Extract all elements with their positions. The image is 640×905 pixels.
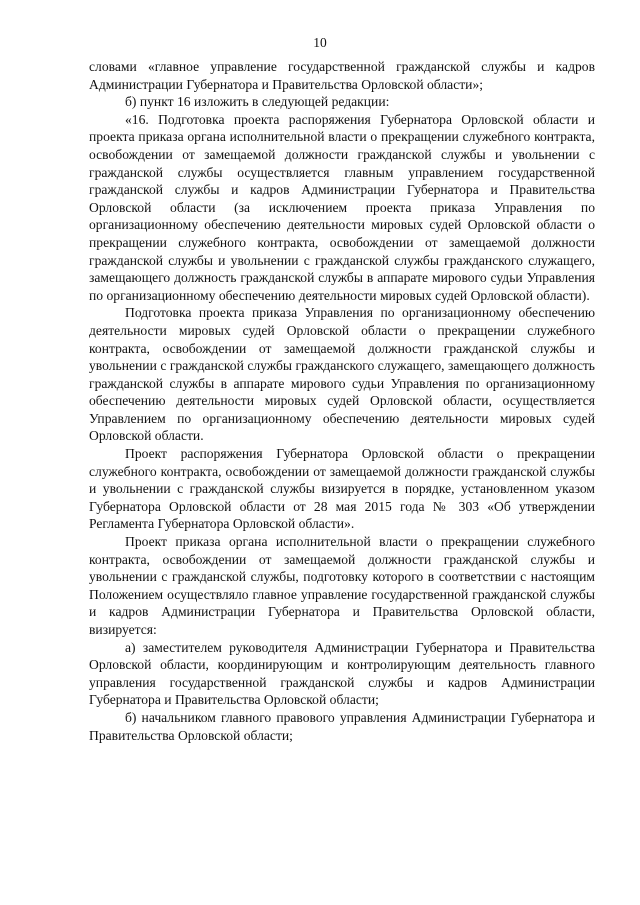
page-number: 10: [313, 35, 327, 50]
paragraph-1: словами «главное управление государственной гражданской службы и кадров Администрации Губернатора и Правительства Орловской области»;: [89, 59, 595, 92]
paragraph-6: Проект приказа органа исполнительной власти о прекращении служебного контракта, освобождении от замещаемой должности гражданской службы и увольнении с гражданской службы, подготовку которого в соответствии с настоящим Положением осуществляло главное управление государственной гражданской службы и кадров Администрации Губернатора и Правительства Орловской области, визируется:: [89, 534, 595, 637]
paragraph-2: б) пункт 16 изложить в следующей редакции:: [125, 94, 390, 110]
paragraph-5: Проект распоряжения Губернатора Орловской области о прекращении служебного контракта, освобождении от замещаемой должности гражданской службы и увольнении с гражданской службы визируется в порядке, установленном указом Губернатора Орловской области от 28 мая 2015 года № 303 «Об утверждении Регламента Губернатора Орловской области».: [89, 446, 595, 532]
paragraph-8: б) начальником главного правового управления Администрации Губернатора и Правительства Орловской области;: [89, 709, 595, 743]
paragraph-7: а) заместителем руководителя Администрации Губернатора и Правительства Орловской области, координирующим и контролирующим деятельность главного управления государственной гражданской службы и кадров Администрации Губернатора и Правительства Орловской области;: [89, 639, 595, 708]
paragraph-3: «16. Подготовка проекта распоряжения Губернатора Орловской области и проекта приказа органа исполнительной власти о прекращении служебного контракта, освобождении от замещаемой должности гражданской службы и увольнении с гражданской службы осуществляется главным управлением государственной гражданской службы и кадров Администрации Губернатора и Правительства Орловской области (за исключением проекта приказа Управления по организационному обеспечению деятельности мировых судей Орловской области о прекращении служебного контракта, освобождении от замещаемой должности гражданской службы и увольнении с гражданской службы гражданского служащего, замещающего должность гражданской службы в аппарате мирового судьи Управления по организационному обеспечению деятельности мировых судей Орловской области).: [89, 111, 595, 303]
paragraph-4: Подготовка проекта приказа Управления по организационному обеспечению деятельности мировых судей Орловской области о прекращении служебного контракта, освобождении от замещаемой должности гражданской службы и увольнении с гражданской службы гражданского служащего, замещающего должность гражданской службы в аппарате мирового судьи Управления по организационному обеспечению деятельности мировых судей Орловской области, осуществляется Управлением по организационному обеспечению деятельности мировых судей Орловской области.: [89, 305, 595, 444]
document-body: [89, 58, 595, 744]
